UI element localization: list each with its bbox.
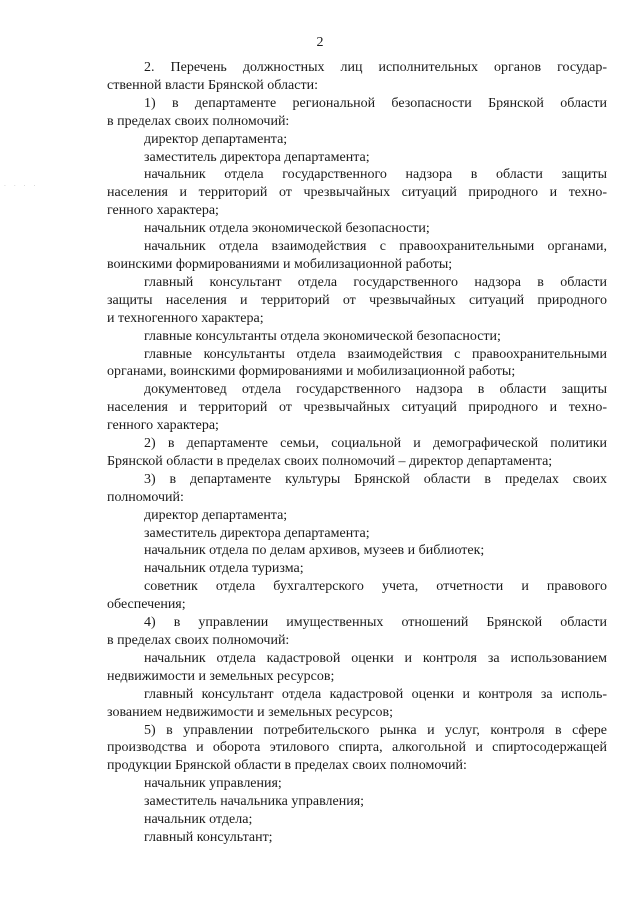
text-line: документовед отдела государственного надзора в области защиты xyxy=(144,382,607,398)
paragraph xyxy=(107,650,607,686)
paragraph xyxy=(107,722,607,776)
text-line: начальник отдела по делам архивов, музеев и библиотек; xyxy=(144,543,485,559)
paragraph xyxy=(107,578,607,614)
paragraph xyxy=(107,811,607,829)
paragraph xyxy=(107,829,607,847)
paragraph xyxy=(107,328,607,346)
paragraph xyxy=(107,560,607,578)
text-line: в пределах своих полномочий: xyxy=(107,113,290,129)
text-line: ственной власти Брянской области: xyxy=(107,77,318,93)
paragraph xyxy=(107,686,607,722)
paragraph xyxy=(107,95,607,131)
text-line: производства и оборота этилового спирта, алкогольной и спиртосодержащей xyxy=(107,740,607,756)
text-line: 1) в департаменте региональной безопасности Брянской области xyxy=(144,95,607,111)
text-line: обеспечения; xyxy=(107,597,186,613)
page-number: 2 xyxy=(316,35,324,50)
text-line: директор департамента; xyxy=(144,507,288,523)
paragraph xyxy=(107,542,607,560)
text-line: 3) в департаменте культуры Брянской области в пределах своих xyxy=(144,471,607,487)
text-line: главные консультанты отдела экономической безопасности; xyxy=(144,328,501,344)
document-body xyxy=(107,59,607,847)
text-line: 2) в департаменте семьи, социальной и демографической политики xyxy=(144,436,607,452)
paragraph xyxy=(107,220,607,238)
text-line: начальник отдела туризма; xyxy=(144,561,304,577)
paragraph xyxy=(107,435,607,471)
text-line: зованием недвижимости и земельных ресурсов; xyxy=(107,704,393,720)
text-line: начальник отдела государственного надзора в области защиты xyxy=(144,167,607,183)
text-line: генного характера; xyxy=(107,418,219,434)
text-line: населения и территорий от чрезвычайных ситуаций природного и техно- xyxy=(107,185,607,201)
text-line: 4) в управлении имущественных отношений Брянской области xyxy=(144,615,607,631)
text-line: начальник отдела; xyxy=(144,812,253,828)
scan-artifact: · · · · xyxy=(4,183,39,190)
paragraph xyxy=(107,793,607,811)
text-line: продукции Брянской области в пределах своих полномочий: xyxy=(107,758,467,774)
paragraph xyxy=(107,238,607,274)
text-line: главный консультант отдела государственного надзора в области xyxy=(144,274,607,290)
paragraph xyxy=(107,471,607,507)
paragraph xyxy=(107,525,607,543)
paragraph xyxy=(107,381,607,435)
text-line: населения и территорий от чрезвычайных ситуаций природного и техно- xyxy=(107,400,607,416)
text-line: заместитель директора департамента; xyxy=(144,149,370,165)
text-line: заместитель начальника управления; xyxy=(144,794,365,810)
paragraph xyxy=(107,274,607,328)
text-line: заместитель директора департамента; xyxy=(144,525,370,541)
text-line: главные консультанты отдела взаимодействия с правоохранительными xyxy=(144,346,607,362)
paragraph xyxy=(107,149,607,167)
text-line: советник отдела бухгалтерского учета, отчетности и правового xyxy=(144,579,607,595)
text-line: 5) в управлении потребительского рынка и услуг, контроля в сфере xyxy=(144,722,607,738)
text-line: главный консультант отдела кадастровой оценки и контроля за исполь- xyxy=(144,686,607,702)
text-line: органами, воинскими формированиями и мобилизационной работы; xyxy=(107,364,516,380)
text-line: и техногенного характера; xyxy=(107,310,264,326)
text-line: начальник отдела кадастровой оценки и контроля за использованием xyxy=(144,650,607,666)
text-line: главный консультант; xyxy=(144,829,273,845)
text-line: воинскими формированиями и мобилизационной работы; xyxy=(107,256,453,272)
text-line: полномочий: xyxy=(107,489,184,505)
text-line: генного характера; xyxy=(107,203,219,219)
text-line: защиты населения и территорий от чрезвычайных ситуаций природного xyxy=(107,292,607,308)
paragraph xyxy=(107,614,607,650)
paragraph xyxy=(107,775,607,793)
text-line: начальник отдела взаимодействия с правоохранительными органами, xyxy=(144,239,607,255)
text-line: начальник управления; xyxy=(144,776,282,792)
paragraph xyxy=(107,166,607,220)
text-line: Брянской области в пределах своих полномочий – директор департамента; xyxy=(107,453,553,469)
paragraph xyxy=(107,59,607,95)
paragraph xyxy=(107,131,607,149)
text-line: начальник отдела экономической безопасности; xyxy=(144,221,430,237)
paragraph xyxy=(107,346,607,382)
text-line: в пределах своих полномочий: xyxy=(107,633,290,648)
text-line: 2. Перечень должностных лиц исполнительных органов государ- xyxy=(144,60,607,75)
text-line: директор департамента; xyxy=(144,131,288,147)
text-line: недвижимости и земельных ресурсов; xyxy=(107,668,335,684)
paragraph xyxy=(107,507,607,525)
